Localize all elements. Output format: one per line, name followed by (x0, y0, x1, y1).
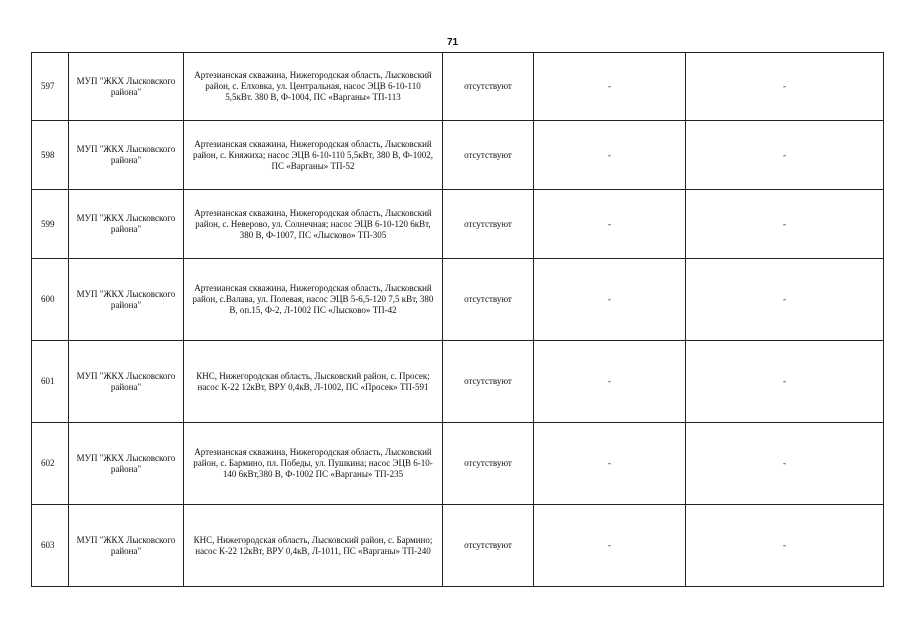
table-row (32, 423, 884, 505)
organization-cell: МУП "ЖКХ Лысковского района" (69, 190, 184, 259)
dash-cell: - (534, 53, 686, 121)
row-number: 599 (32, 190, 69, 259)
dash-cell: - (686, 121, 884, 190)
table-row (32, 341, 884, 423)
dash-cell: - (686, 259, 884, 341)
dash-cell: - (534, 259, 686, 341)
dash-cell: - (686, 341, 884, 423)
dash-cell: - (534, 423, 686, 505)
table-row (32, 190, 884, 259)
status-cell: отсутствуют (443, 259, 534, 341)
row-number: 603 (32, 505, 69, 587)
dash-cell: - (686, 190, 884, 259)
dash-cell: - (534, 505, 686, 587)
organization-cell: МУП "ЖКХ Лысковского района" (69, 121, 184, 190)
page-number: 71 (446, 37, 459, 48)
status-cell: отсутствуют (443, 341, 534, 423)
status-cell: отсутствуют (443, 505, 534, 587)
status-cell: отсутствуют (443, 190, 534, 259)
object-description-cell: Артезианская скважина, Нижегородская область, Лысковский район, с. Княжиха; насос ЭЦВ 6-10-110 5,5кВт, 380 В, Ф-1002, ПС «Варганы» ТП-52 (184, 121, 443, 190)
row-number: 600 (32, 259, 69, 341)
object-description-cell: Артезианская скважина, Нижегородская область, Лысковский район, с.Валава, ул. Полевая, насос ЭЦВ 5-6,5-120 7,5 кВт, 380 В, оп.15, Ф-2, Л-1002 ПС «Лысково» ТП-42 (184, 259, 443, 341)
row-number: 598 (32, 121, 69, 190)
dash-cell: - (534, 341, 686, 423)
object-description-cell: Артезианская скважина, Нижегородская область, Лысковский район, с. Неверово, ул. Солнечная; насос ЭЦВ 6-10-120 6кВт, 380 В, Ф-1007, ПС «Лысково» ТП-305 (184, 190, 443, 259)
table-row (32, 505, 884, 587)
table-row (32, 121, 884, 190)
dash-cell: - (686, 53, 884, 121)
status-cell: отсутствуют (443, 423, 534, 505)
dash-cell: - (534, 121, 686, 190)
dash-cell: - (534, 190, 686, 259)
facilities-table (31, 52, 884, 587)
row-number: 602 (32, 423, 69, 505)
organization-cell: МУП "ЖКХ Лысковского района" (69, 259, 184, 341)
dash-cell: - (686, 423, 884, 505)
row-number: 601 (32, 341, 69, 423)
table-row (32, 259, 884, 341)
object-description-cell: КНС, Нижегородская область, Лысковский район, с. Бармино; насос К-22 12кВт, ВРУ 0,4кВ, Л-1011, ПС «Варганы» ТП-240 (184, 505, 443, 587)
object-description-cell: КНС, Нижегородская область, Лысковский район, с. Просек; насос К-22 12кВт, ВРУ 0,4кВ, Л-1002, ПС «Просек» ТП-591 (184, 341, 443, 423)
row-number: 597 (32, 53, 69, 121)
organization-cell: МУП "ЖКХ Лысковского района" (69, 505, 184, 587)
dash-cell: - (686, 505, 884, 587)
object-description-cell: Артезианская скважина, Нижегородская область, Лысковский район, с. Елховка, ул. Центральная, насос ЭЦВ 6-10-110 5,5кВт. 380 В, Ф-1004, ПС «Варганы» ТП-113 (184, 53, 443, 121)
organization-cell: МУП "ЖКХ Лысковского района" (69, 53, 184, 121)
table-row (32, 53, 884, 121)
organization-cell: МУП "ЖКХ Лысковского района" (69, 423, 184, 505)
status-cell: отсутствуют (443, 53, 534, 121)
organization-cell: МУП "ЖКХ Лысковского района" (69, 341, 184, 423)
status-cell: отсутствуют (443, 121, 534, 190)
object-description-cell: Артезианская скважина, Нижегородская область, Лысковский район, с. Бармино, пл. Победы, ул. Пушкина; насос ЭЦВ 6-10-140 6кВт,380 В, Ф-1002 ПС «Варганы» ТП-235 (184, 423, 443, 505)
